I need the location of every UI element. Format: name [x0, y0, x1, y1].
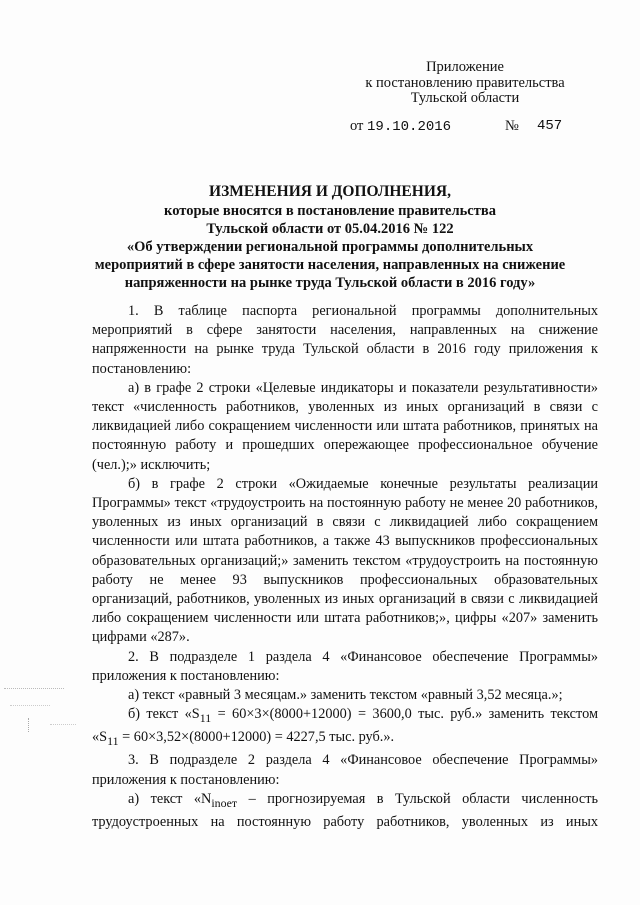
p2b-text-mid: = 60×3×(8000+12000) = 3600,0 тыс. руб.» заменить текстом «S	[92, 706, 598, 746]
appendix-line-2: к постановлению правительства	[365, 74, 565, 91]
p3a-text-post: – прогнозируемая в Тульской области численность трудоустроенных на постоянную работу работников, уволенных из иных	[92, 790, 598, 830]
p2b-subscript-1: 11	[199, 711, 212, 726]
title-line-3: Тульской области от 05.04.2016 № 122	[206, 221, 454, 237]
document-body	[92, 302, 598, 832]
paragraph-3: 3. В подразделе 2 раздела 4 «Финансовое обеспечение Программы» приложения к постановлению:	[92, 752, 598, 788]
title-line-6: напряженности на рынке труда Тульской области в 2016 году»	[124, 275, 536, 291]
date-number-line	[350, 118, 563, 135]
p3a-subscript: inoет	[211, 795, 238, 810]
appendix-line-1: Приложение	[426, 59, 504, 75]
paragraph-1a: а) в графе 2 строки «Целевые индикаторы и показатели результативности» текст «численность работников, уволенных из иных организаций в связи с ликвидацией либо сокращением численности или штата работников, принятых на постоянную работу и прошедших опережающее профессиональное обучение (чел.);» исключить;	[92, 379, 598, 473]
appendix-header	[340, 60, 590, 107]
number-sign: №	[505, 118, 519, 134]
p2b-text-pre: б) текст «S	[128, 706, 200, 723]
p3a-text-pre: а) текст «N	[128, 790, 212, 807]
scan-artifact	[28, 718, 31, 732]
document-number: 457	[537, 118, 563, 134]
scan-artifact	[50, 724, 76, 726]
scan-artifact	[4, 688, 64, 690]
paragraph-2b	[92, 705, 598, 751]
document-date: 19.10.2016	[367, 119, 452, 135]
title-line-2: которые вносятся в постановление правительства	[164, 203, 496, 219]
title-main: ИЗМЕНЕНИЯ И ДОПОЛНЕНИЯ,	[209, 183, 451, 200]
p2b-subscript-2: 11	[107, 734, 119, 749]
paragraph-3a	[92, 790, 598, 832]
paragraph-2a: а) текст «равный 3 месяцам.» заменить текстом «равный 3,52 месяца.»;	[128, 687, 563, 704]
document-title	[60, 183, 600, 292]
paragraph-2: 2. В подразделе 1 раздела 4 «Финансовое обеспечение Программы» приложения к постановлению:	[92, 648, 598, 684]
date-from-label: от	[350, 118, 364, 134]
title-line-5: мероприятий в сфере занятости населения, направленных на снижение	[94, 257, 566, 273]
paragraph-1: 1. В таблице паспорта региональной программы дополнительных мероприятий в сфере занятости населения, направленных на снижение напряженности на рынке труда Тульской области в 2016 году приложения к постановлению:	[92, 303, 598, 377]
scan-artifact	[10, 705, 50, 707]
title-line-4: «Об утверждении региональной программы дополнительных	[126, 239, 534, 255]
p2b-text-post: = 60×3,52×(8000+12000) = 4227,5 тыс. руб.».	[118, 729, 395, 746]
paragraph-1b: б) в графе 2 строки «Ожидаемые конечные результаты реализации Программы» текст «трудоустроить на постоянную работу не менее 20 работников, уволенных из иных организаций в связи с ликвидацией либо сокращением численности или штата работников, а также 43 выпускников профессиональных образовательных организаций;» заменить текстом «трудоустроить на постоянную работу не менее 93 выпускников профессиональных образовательных организаций, работников, уволенных из иных организаций в связи с ликвидацией либо сокращением численности или штата работников;», цифры «207» заменить цифрами «287».	[92, 475, 598, 646]
appendix-line-3: Тульской области	[410, 90, 520, 106]
